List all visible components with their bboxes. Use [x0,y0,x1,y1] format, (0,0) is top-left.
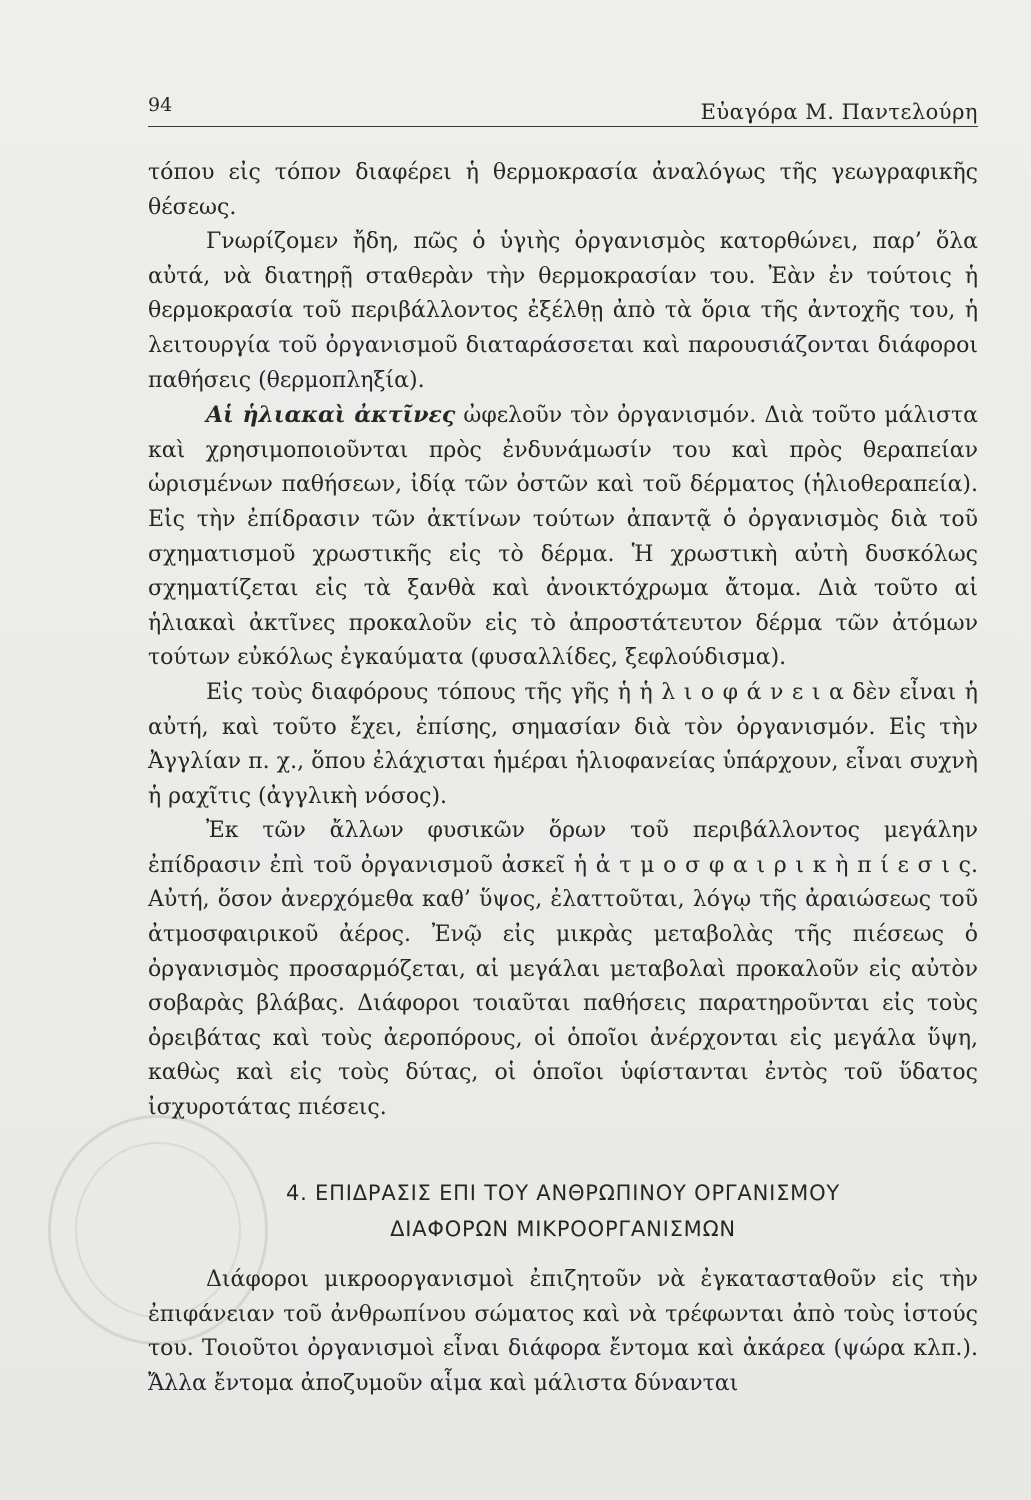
section-heading [148,1175,978,1247]
paragraph [148,398,978,676]
paragraph: Ἐκ τῶν ἄλλων φυσικῶν ὅρων τοῦ περιβάλλοντος μεγάλην ἐπίδρασιν ἐπὶ τοῦ ὀργανισμοῦ ἀσκεῖ ἡ ἀ τ μ ο σ φ α ι ρ ι κ ὴ π ί ε σ ι ς. Αὐτή, ὅσον ἀνερχόμεθα καθ’ ὕψος, ἐλαττοῦται, λόγῳ τῆς ἀραιώσεως τοῦ ἀτμοσφαιρικοῦ ἀέρος. Ἐνῷ εἰς μικρὰς μεταβολὰς τῆς πιέσεως ὁ ὀργανισμὸς προσαρμόζεται, αἱ μεγάλαι μεταβολαὶ προκαλοῦν εἰς αὐτὸν σοβαρὰς βλάβας. Διάφοροι τοιαῦται παθήσεις παρατηροῦνται εἰς τοὺς ὀρειβάτας καὶ τοὺς ἀεροπόρους, οἱ ὁποῖοι ἀνέρχονται εἰς μεγάλα ὕψη, καθὼς καὶ εἰς τοὺς δύτας, οἱ ὁποῖοι ὑφίστανται ἐντὸς τοῦ ὕδατος ἰσχυροτάτας πιέσεις. [148,818,978,1121]
section-text [148,1263,978,1401]
paragraph-text: ὠφελοῦν τὸν ὀργανισμόν. Διὰ τοῦτο μάλιστα καὶ χρησιμοποιοῦνται πρὸς ἐνδυνάμωσίν του καὶ πρὸς θεραπείαν ὡρισμένων παθήσεων, ἰδίᾳ τῶν ὀστῶν καὶ τοῦ δέρματος (ἡλιοθεραπεία). Εἰς τὴν ἐπίδρασιν τῶν ἀκτίνων τούτων ἀπαντᾷ ὁ ὀργανισμὸς διὰ τοῦ σχηματισμοῦ χρωστικῆς εἰς τὸ δέρμα. Ἡ χρωστικὴ αὐτὴ δυσκόλως σχηματίζεται εἰς τὰ ξανθὰ καὶ ἀνοικτόχρωμα ἄτομα. Διὰ τοῦτο αἱ ἡλιακαὶ ἀκτῖνες προκαλοῦν εἰς τὸ ἀπροστάτευτον δέρμα τῶν ἀτόμων τούτων εὐκόλως ἐγκαύματα (φυσαλλίδες, ξεφλούδισμα). [148,403,978,671]
paragraph: Εἰς τοὺς διαφόρους τόπους τῆς γῆς ἡ ἡ λ ι ο φ ά ν ε ι α δὲν εἶναι ἡ αὐτή, καὶ τοῦτο ἔχει, ἐπίσης, σημασίαν διὰ τὸν ὀργανισμόν. Εἰς τὴν Ἀγγλίαν π. χ., ὅπου ἐλάχισται ἡμέραι ἡλιοφανείας ὑπάρχουν, εἶναι συχνὴ ἡ ραχῖτις (ἀγγλικὴ νόσος). [148,679,978,809]
section-heading-line: 4. ΕΠΙΔΡΑΣΙΣ ΕΠΙ ΤΟΥ ΑΝΘΡΩΠΙΝΟΥ ΟΡΓΑΝΙΣΜΟΥ [285,1181,841,1205]
paragraph-lead: Αἱ ἡλιακαὶ ἀκτῖνες [206,402,456,429]
page-number: 94 [148,94,173,116]
section-heading-line: ΔΙΑΦΟΡΩΝ ΜΙΚΡΟΟΡΓΑΝΙΣΜΩΝ [390,1217,736,1241]
header-rule [148,126,978,127]
page-header [148,94,978,124]
running-head: Εὐαγόρα Μ. Παντελούρη [700,100,978,124]
paragraph: Διάφοροι μικροοργανισμοὶ ἐπιζητοῦν νὰ ἐγκατασταθοῦν εἰς τὴν ἐπιφάνειαν τοῦ ἀνθρωπίνου σώματος καὶ νὰ τρέφωνται ἀπὸ τοὺς ἱστούς του. Τοιοῦτοι ὀργανισμοὶ εἶναι διάφορα ἔντομα καὶ ἀκάρεα (ψώρα κλπ.). Ἄλλα ἔντομα ἀποζυμοῦν αἷμα καὶ μάλιστα δύνανται [148,1267,978,1396]
paragraph: Γνωρίζομεν ἤδη, πῶς ὁ ὑγιὴς ὀργανισμὸς κατορθώνει, παρ’ ὅλα αὐτά, νὰ διατηρῇ σταθερὰν τὴν θερμοκρασίαν του. Ἐὰν ἐν τούτοις ἡ θερμοκρασία τοῦ περιβάλλοντος ἐξέλθῃ ἀπὸ τὰ ὅρια τῆς ἀντοχῆς του, ἡ λειτουργία τοῦ ὀργανισμοῦ διαταράσσεται καὶ παρουσιάζονται διάφοροι παθήσεις (θερμοπληξία). [148,229,978,393]
paragraph: τόπου εἰς τόπον διαφέρει ἡ θερμοκρασία ἀναλόγως τῆς γεωγραφικῆς θέσεως. [148,160,978,220]
main-text [148,156,978,1126]
